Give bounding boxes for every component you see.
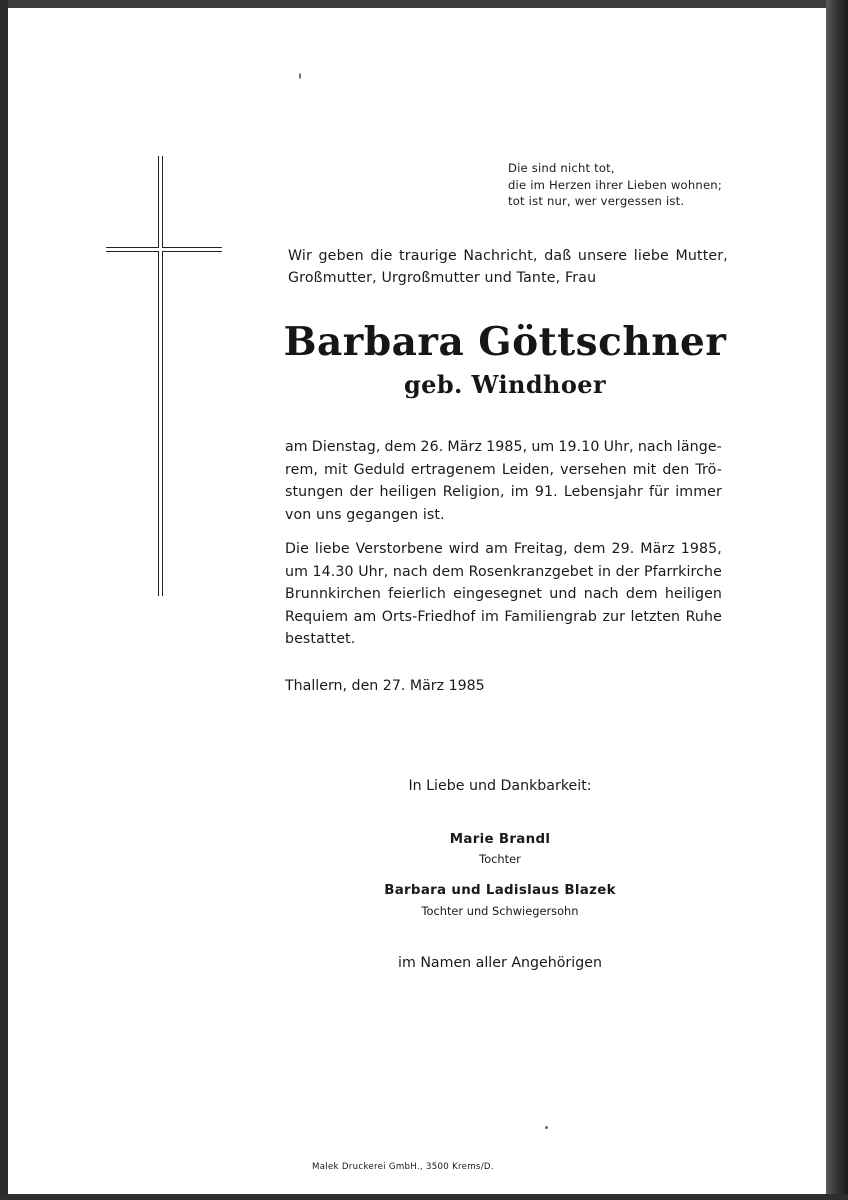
- word: die: [370, 248, 393, 264]
- word: und: [549, 586, 577, 602]
- paragraph-line: [285, 481, 722, 504]
- funeral-paragraph: [285, 538, 722, 651]
- word: Freitag,: [513, 541, 568, 557]
- word: heiligen: [664, 586, 722, 602]
- scan-edge-left: [0, 0, 8, 1200]
- word: 14.30: [312, 563, 354, 580]
- word: 29.: [611, 541, 635, 557]
- word: Requiem: [285, 608, 349, 625]
- word: 19.10: [558, 439, 600, 455]
- word: Wir: [288, 248, 312, 264]
- word: 91.: [534, 484, 558, 500]
- word: März: [447, 439, 483, 455]
- paragraph-line: [285, 583, 722, 606]
- word: Rosenkranzgebet: [468, 563, 594, 580]
- word: am: [485, 541, 508, 557]
- paragraph-line: [285, 561, 722, 584]
- word: heiligen: [379, 484, 437, 500]
- announcement-line: Großmutter, Urgroßmutter und Tante, Frau: [288, 269, 597, 286]
- word: Geduld: [353, 461, 405, 478]
- word: im: [510, 484, 529, 500]
- word: Trö-: [695, 461, 722, 478]
- word: wird: [448, 541, 480, 557]
- word: liebe: [633, 248, 669, 264]
- word: stungen: [285, 484, 344, 500]
- deceased-name: Barbara Göttschner: [283, 319, 727, 365]
- motto-line: die im Herzen ihrer Lieben wohnen;: [508, 177, 722, 192]
- word: Mutter,: [675, 248, 728, 264]
- word: dem: [625, 586, 658, 602]
- word: Ruhe: [685, 608, 722, 625]
- motto-line: tot ist nur, wer vergessen ist.: [508, 194, 685, 208]
- word: nach: [637, 439, 673, 455]
- word: dem: [573, 541, 606, 557]
- word: nach: [392, 563, 428, 580]
- word: 1985,: [486, 439, 528, 455]
- word: ertragenem: [410, 461, 496, 478]
- word: Nachricht,: [463, 248, 538, 264]
- word: mit: [632, 461, 657, 478]
- word: Uhr,: [603, 439, 634, 455]
- announcement: [288, 246, 728, 289]
- cross-icon-vertical-beam: [158, 156, 163, 596]
- word: Die: [285, 541, 309, 557]
- word: 1985,: [680, 541, 722, 557]
- word: für: [649, 484, 670, 500]
- paragraph-line: von uns gegangen ist.: [285, 506, 445, 523]
- word: Leiden,: [501, 461, 555, 478]
- scan-edge-bottom: [0, 1194, 848, 1200]
- word: geben: [318, 248, 364, 264]
- word: am: [285, 439, 308, 455]
- scan-edge-top: [0, 0, 848, 8]
- paragraph-line: [285, 606, 722, 629]
- motto: [508, 160, 748, 210]
- word: 26.: [420, 439, 444, 455]
- paragraph-line: [285, 459, 722, 482]
- word: Familiengrab: [504, 608, 597, 625]
- paper-speck: [545, 1126, 548, 1129]
- word: Verstorbene: [355, 541, 443, 557]
- mourner-relation: Tochter: [479, 852, 521, 866]
- word: dem: [384, 439, 417, 455]
- word: der: [615, 563, 640, 580]
- word: versehen: [560, 461, 627, 478]
- word: feierlich: [388, 586, 446, 602]
- word: zur: [602, 608, 626, 625]
- word: immer: [675, 484, 722, 500]
- cross-icon-horizontal-beam: [106, 247, 222, 252]
- printer-imprint: Malek Druckerei GmbH., 3500 Krems/D.: [312, 1162, 494, 1172]
- family-line: im Namen aller Angehörigen: [398, 955, 602, 971]
- word: im: [480, 608, 499, 625]
- closing-line: In Liebe und Dankbarkeit:: [408, 778, 592, 794]
- motto-line: Die sind nicht tot,: [508, 161, 615, 175]
- paragraph-line: [285, 436, 722, 459]
- word: letzten: [630, 608, 681, 625]
- word: rem,: [285, 461, 318, 478]
- word: der: [349, 484, 374, 500]
- word: traurige: [399, 248, 457, 264]
- paragraph-line: [285, 538, 722, 561]
- cross-icon-intersection: [159, 246, 162, 253]
- word: am: [353, 608, 377, 625]
- word: dem: [432, 563, 465, 580]
- word: Uhr,: [358, 563, 389, 580]
- word: liebe: [314, 541, 350, 557]
- scan-edge-right: [826, 0, 848, 1200]
- word: Lebensjahr: [563, 484, 643, 500]
- word: in: [597, 563, 612, 580]
- word: eingesegnet: [453, 586, 543, 602]
- word: um: [531, 439, 555, 455]
- word: den: [662, 461, 690, 478]
- word: unsere: [577, 248, 628, 264]
- word: Religion,: [442, 484, 505, 500]
- paragraph-line: bestattet.: [285, 631, 356, 647]
- word: um: [285, 563, 309, 580]
- mourner-name: Barbara und Ladislaus Blazek: [384, 883, 616, 898]
- word: Dienstag,: [311, 439, 381, 455]
- word: Orts-Friedhof: [381, 608, 476, 625]
- word: daß: [544, 248, 572, 264]
- word: mit: [323, 461, 348, 478]
- mourner-relation: Tochter und Schwiegersohn: [421, 904, 579, 918]
- announcement-line: [288, 246, 728, 268]
- place-and-date: Thallern, den 27. März 1985: [285, 678, 485, 694]
- paper-speck: [299, 73, 301, 79]
- mourner-name: Marie Brandl: [449, 832, 551, 847]
- death-paragraph: [285, 436, 722, 526]
- word: länge-: [676, 439, 722, 455]
- word: nach: [583, 586, 619, 602]
- word: Brunnkirchen: [285, 586, 381, 602]
- word: Pfarrkirche: [644, 563, 722, 580]
- deceased-maiden-name: geb. Windhoer: [404, 370, 606, 399]
- word: März: [640, 541, 675, 557]
